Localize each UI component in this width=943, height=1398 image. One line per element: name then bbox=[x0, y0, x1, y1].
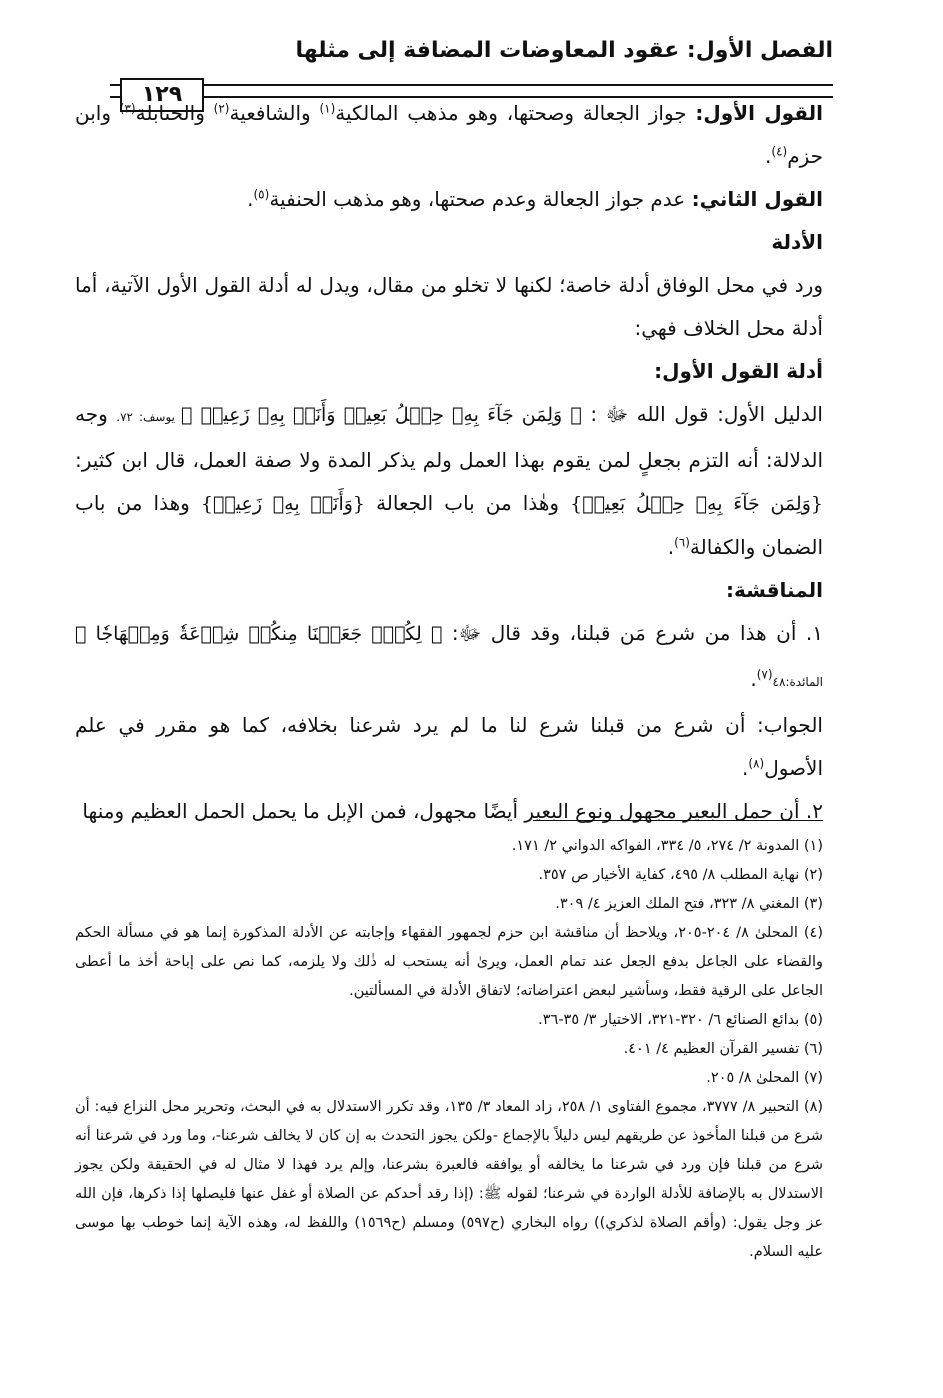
paragraph-second-opinion bbox=[75, 178, 823, 221]
text: عدم جواز الجعالة وعدم صحتها، وهو مذهب الحنفية bbox=[269, 187, 692, 211]
footnote-ref-4[interactable]: (٤) bbox=[771, 144, 788, 159]
footnote-5: (٥) بدائع الصنائع ٦/ ٣٢٠-٣٢١، الاختيار ٣/ ٣٥-٣٦. bbox=[538, 1012, 823, 1028]
text: وهذا من باب الضمان والكفالة bbox=[75, 491, 823, 559]
verse-reference: يوسف: ٧٢. bbox=[116, 410, 181, 424]
quran-quote: {وَأَنَا۠ بِهِۦ زَعِيمٞ} bbox=[200, 493, 366, 515]
discussion-point-2: ٢. أن حمل البعير مجهول ونوع البعير أيضًا مجهول، فمن الإبل ما يحمل الحمل العظيم ومنها bbox=[82, 799, 823, 823]
paragraph-evidence-intro: ورد في محل الوفاق أدلة خاصة؛ لكنها لا تخلو من مقال، ويدل له أدلة القول الأول الآتية، أما أدلة محل الخلاف فهي: bbox=[75, 273, 823, 340]
main-text bbox=[75, 92, 823, 833]
paragraph-first-evidence bbox=[75, 393, 823, 569]
text: . bbox=[742, 756, 749, 780]
quran-quote: {وَلِمَن جَآءَ بِهِۦ حِمۡلُ بَعِيرٖ} bbox=[570, 493, 823, 515]
footnote-ref-5[interactable]: (٥) bbox=[253, 187, 270, 202]
answer-paragraph bbox=[75, 704, 823, 790]
footnote-ref-6[interactable]: (٦) bbox=[674, 535, 690, 550]
discussion-point-1 bbox=[75, 612, 823, 704]
header-rule-top bbox=[110, 84, 833, 86]
verse-reference: المائدة:٤٨ bbox=[772, 675, 823, 689]
footnote-6: (٦) تفسير القرآن العظيم ٤/ ٤٠١. bbox=[623, 1041, 823, 1057]
footnote-4: (٤) المحلىٰ ٨/ ٢٠٤-٢٠٥، ويلاحظ أن مناقشة ابن حزم لجمهور الفقهاء وإجابته عن الأدلة المذكورة إنما هو في مسألة الحكم والقضاء على الجاعل بدفع الجعل عند تمام العمل، ويرىٰ أنه يستحب له ذٰلك ولا يلزمه، كما نص على إباحة أخذ ما أعطى الجاعل على الرقية فقط، وسأشير لبعض اعتراضاته؛ لاتفاق الأدلة في المسألتين. bbox=[75, 925, 823, 999]
footnote-ref-8[interactable]: (٨) bbox=[748, 756, 765, 771]
text: . bbox=[667, 535, 675, 559]
footnote-8: (٨) التحبير ٨/ ٣٧٧٧، مجموع الفتاوى ١/ ٢٥٨، زاد المعاد ٣/ ١٣٥، وقد تكرر الاستدلال به في البحث، وتحرير محل النزاع فيه: أن شرع من قبلنا المأخوذ عن طريقهم ليس دليلاً بالإجماع -ولكن يجوز التحدث به إن كان لا يخالف شرعنا-، وما ورد في شرعنا أنه شرع من قبلنا فإن ورد في شرعنا ما يخالفه أو يوافقه فالعبرة بشرعنا، وإلم يرد فهذا لا مثال له في الحقيقة ولكن يجوز الاستدلال به بالإضافة للأدلة الواردة في شرعنا؛ لقوله ﷺ: (إذا رقد أحدكم عن الصلاة أو غفل عنها فليصلها إذا ذكرها، فإن الله عز وجل يقول: (وأقم الصلاة لذكري)) رواه البخاري (ح٥٩٧) ومسلم (ح١٥٦٩) واللفظ له، وهذه الآية إنما خوطب بها موسى عليه السلام. bbox=[75, 1099, 824, 1260]
quran-verse: ﴿ وَلِمَن جَآءَ بِهِۦ حِمۡلُ بَعِيرٖ وَأَنَا۠ بِهِۦ زَعِيمٞ ﴾ bbox=[181, 404, 582, 426]
running-title: الفصل الأول: عقود المعاوضات المضافة إلى مثلها bbox=[295, 38, 833, 63]
text: ١. أن هذا من شرع مَن قبلنا، وقد قال ﷻ: bbox=[442, 621, 823, 645]
footnote-ref-3[interactable]: (٣) bbox=[119, 101, 136, 116]
label-first-opinion: القول الأول: bbox=[695, 101, 823, 125]
heading-discussion: المناقشة: bbox=[725, 578, 823, 602]
text: . bbox=[247, 187, 254, 211]
footnote-3: (٣) المغني ٨/ ٣٢٣، فتح الملك العزيز ٤/ ٣٠٩. bbox=[555, 896, 823, 912]
footnote-ref-2[interactable]: (٢) bbox=[213, 101, 230, 116]
text: والشافعية bbox=[229, 101, 320, 125]
footnote-2: (٢) نهاية المطلب ٨/ ٤٩٥، كفاية الأخيار ص ٣٥٧. bbox=[538, 867, 823, 883]
text: الدليل الأول: قول الله ﷻ : bbox=[581, 402, 823, 426]
footnote-1: (١) المدونة ٢/ ٢٧٤، ٥/ ٣٣٤، الفواكه الدواني ٢/ ١٧١. bbox=[511, 838, 823, 854]
text: الجواب: أن شرع من قبلنا شرع لنا ما لم يرد شرعنا بخلافه، كما هو مقرر في علم الأصول bbox=[75, 713, 823, 780]
heading-first-opinion-evidence: أدلة القول الأول: bbox=[654, 359, 823, 383]
footnote-ref-7[interactable]: (٧) bbox=[756, 667, 773, 682]
heading-evidence: الأدلة bbox=[771, 230, 823, 254]
text: . bbox=[765, 144, 772, 168]
text: جواز الجعالة وصحتها، وهو مذهب المالكية bbox=[335, 101, 696, 125]
footnote-separator bbox=[533, 820, 823, 821]
footnote-ref-1[interactable]: (١) bbox=[319, 101, 336, 116]
text: وجه الدلالة: أنه التزم بجعلٍ لمن يقوم بهذا العمل ولم يذكر المدة ولا صفة العمل، قال ابن كثير: bbox=[75, 402, 823, 472]
label-second-opinion: القول الثاني: bbox=[691, 187, 823, 211]
paragraph-first-opinion bbox=[75, 92, 823, 178]
text: . bbox=[750, 667, 757, 691]
text: والحنابلة bbox=[135, 101, 214, 125]
footnote-7: (٧) المحلىٰ ٨/ ٢٠٥. bbox=[706, 1070, 823, 1086]
text: وهٰذا من باب الجعالة bbox=[365, 491, 571, 515]
footnotes bbox=[75, 832, 823, 1267]
page-number: ١٢٩ bbox=[120, 78, 204, 112]
quran-verse: ﴿ لِكُلّٖ جَعَلۡنَا مِنكُمۡ شِرۡعَةٗ وَمِنۡهَاجٗا ﴾ bbox=[75, 623, 443, 645]
text: وابن حزم bbox=[75, 101, 823, 168]
